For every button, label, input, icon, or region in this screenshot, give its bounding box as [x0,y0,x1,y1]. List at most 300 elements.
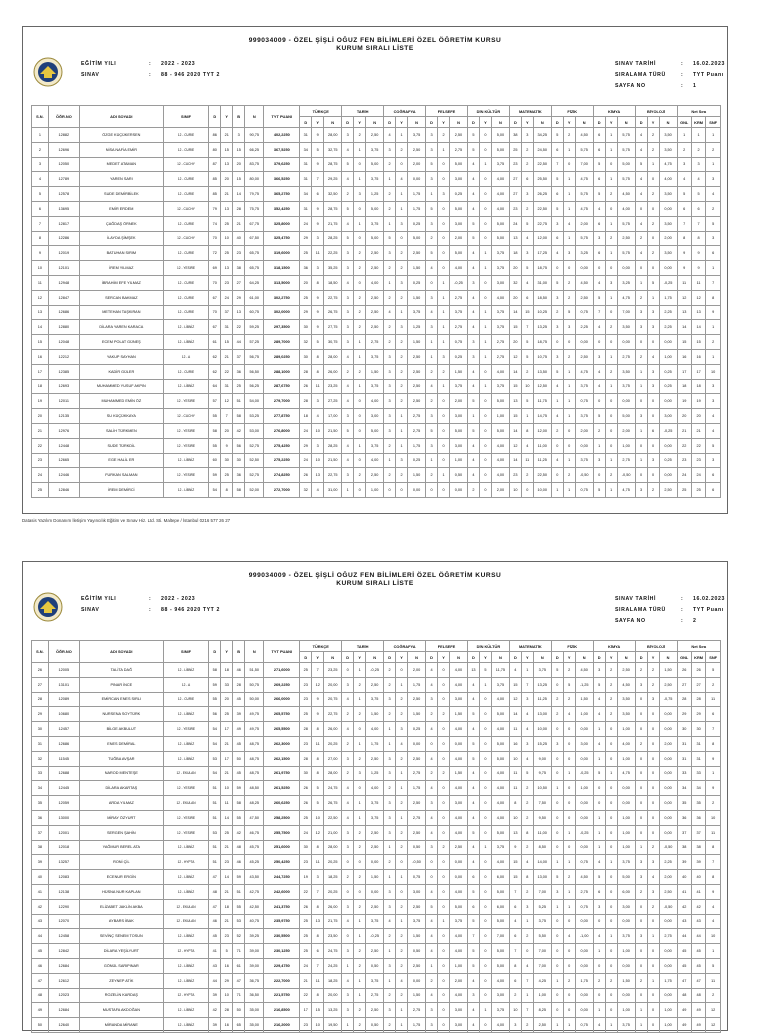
row-name: İREM YILMAZ [79,261,163,276]
row-subject-cell: 0 [647,335,659,350]
row-rank: 31 [677,751,691,766]
row-subject-cell: 10 [509,810,521,825]
subject-header: FELSEFE [426,641,468,652]
row-student-no: 12050 [48,157,79,172]
row-subject-cell: 5 [593,187,605,202]
row-subject-cell: 0,00 [659,438,677,453]
row-subject-cell: 1 [354,929,366,944]
row-subject-cell: 24 [509,216,521,231]
row-subject-cell: 27,25 [324,394,342,409]
row-subject-cell: 5,00 [491,394,509,409]
row-rank: 17 [691,364,705,379]
row-sn: 3 [32,157,49,172]
row-subject-cell: 5,00 [366,423,384,438]
row-subject-cell: 10,25 [533,305,551,320]
row-subject-cell: 4 [521,275,533,290]
row-rank: 15 [677,335,691,350]
row-subject-cell: 5 [342,201,354,216]
row-subject-cell: 2,50 [366,751,384,766]
row-subject-cell: 1 [354,438,366,453]
row-net: 79,75 [245,187,264,202]
row-subject-cell: 6 [521,172,533,187]
row-subject-cell: 2 [509,988,521,1003]
row-rank: 31 [691,751,705,766]
row-subject-cell: 1 [384,722,396,737]
row-subject-cell: 35,25 [324,261,342,276]
row-sn: 38 [32,840,49,855]
row-subject-cell: 0 [354,884,366,899]
row-sn: 8 [32,231,49,246]
row-sn: 45 [32,944,49,959]
student-no-header: ÖĞR.NO [48,106,79,128]
row-subject-cell: 2,00 [449,231,467,246]
row-subject-cell: 4 [467,855,479,870]
row-subject-cell: 1 [635,275,647,290]
row-subject-cell: 0,00 [659,707,677,722]
row-sn: 28 [32,692,49,707]
row-subject-cell: 2 [396,394,408,409]
row-subject-cell: 3,75 [366,692,384,707]
row-class: 12 - YESIRE [163,781,209,796]
row-subject-cell: 1 [593,751,605,766]
row-subject-cell: 5 [551,364,563,379]
row-subject-cell: 0,50 [366,1018,384,1033]
row-subject-cell: 8 [312,929,324,944]
row-subject-cell: -0,75 [659,692,677,707]
row-class: 12 - HYPTA [163,944,209,959]
row-tyt-score: 289,0250 [264,349,300,364]
row-subject-cell: 3 [426,128,438,143]
row-subject-cell: 15 [509,320,521,335]
row-rank: 16 [677,349,691,364]
class-rank-header: SNF [706,652,721,663]
row-subject-cell: 2,50 [366,261,384,276]
table-row [32,1018,721,1033]
row-subject-cell: 10 [509,751,521,766]
row-sn: 31 [32,736,49,751]
row-subject-cell: 3 [593,231,605,246]
row-subject-cell: 0 [438,453,450,468]
meta-value: 2022 - 2023 [161,596,196,602]
row-subject-cell: 4 [593,320,605,335]
row-rank: 9 [706,305,721,320]
subject-correct-header: D [384,652,396,663]
row-subject-cell: 3,75 [617,929,635,944]
row-subject-cell: 4 [467,973,479,988]
row-blank: 23 [233,246,245,261]
row-subject-cell: 0 [593,988,605,1003]
row-subject-cell: 3 [647,379,659,394]
row-net: 61,00 [245,290,264,305]
row-subject-cell: 3,50 [659,142,677,157]
row-subject-cell: 24,25 [324,958,342,973]
row-subject-cell: 1 [384,275,396,290]
row-subject-cell: 1,50 [575,692,593,707]
row-subject-cell: 2,75 [408,766,426,781]
row-subject-cell: 3 [563,320,575,335]
row-subject-cell: 9 [312,128,324,143]
row-subject-cell: 2,75 [408,1003,426,1018]
row-class: 12 - CURIE [163,172,209,187]
row-subject-cell: 2 [342,187,354,202]
row-subject-cell: 28 [300,722,312,737]
row-subject-cell: 0,00 [617,394,635,409]
row-tyt-score: 235,9750 [264,914,300,929]
table-row [32,349,721,364]
meta-label: SINAV [81,72,100,78]
row-blank: 40 [233,231,245,246]
row-subject-cell: 4 [467,796,479,811]
row-class: 12 - YESIRE [163,810,209,825]
row-subject-cell: 3 [426,796,438,811]
row-name: RONİ ÇİL [79,855,163,870]
row-subject-cell: 6,00 [617,884,635,899]
table-row [32,988,721,1003]
row-subject-cell: 3 [563,246,575,261]
row-subject-cell: 11,75 [533,394,551,409]
table-row [32,914,721,929]
subject-header: FİZİK [551,106,593,117]
row-subject-cell: 0,00 [449,855,467,870]
table-row [32,128,721,143]
row-sn: 48 [32,988,49,1003]
row-subject-cell: 4 [647,349,659,364]
row-subject-cell: 1 [479,379,491,394]
row-class: 12 - CURIE [163,692,209,707]
row-subject-cell: 5,00 [491,707,509,722]
row-subject-cell: 3,00 [491,275,509,290]
row-subject-cell: 3 [396,320,408,335]
row-rank: 5 [706,663,721,678]
row-subject-cell: 3 [635,929,647,944]
row-subject-cell: 17,00 [324,409,342,424]
row-subject-cell: 4,00 [659,172,677,187]
row-rank: 4 [706,914,721,929]
row-subject-cell: 4 [426,914,438,929]
row-subject-cell: 5,00 [449,157,467,172]
row-rank: 7 [706,855,721,870]
row-blank: 42 [233,825,245,840]
row-name: İREM DEMİRCİ [79,483,163,498]
row-wrong: 21 [221,736,233,751]
row-subject-cell: 5,75 [617,216,635,231]
row-subject-cell: 1 [438,335,450,350]
table-row [32,335,721,350]
subject-correct-header: D [551,652,563,663]
row-rank: 6 [706,483,721,498]
row-rank: 9 [677,246,691,261]
row-subject-cell: 11 [312,246,324,261]
row-subject-cell: 5 [647,275,659,290]
row-blank: 45 [233,736,245,751]
row-subject-cell: 4 [342,275,354,290]
row-rank: 11 [706,973,721,988]
row-subject-cell: 0,00 [575,958,593,973]
row-subject-cell: 25 [300,929,312,944]
row-rank: 9 [706,751,721,766]
row-subject-cell: 2 [354,320,366,335]
row-subject-cell: 2 [384,290,396,305]
row-subject-cell: 4 [551,453,563,468]
row-student-no: 12059 [48,796,79,811]
row-subject-cell: 0 [354,157,366,172]
row-subject-cell: 28,25 [324,231,342,246]
row-subject-cell: 3,50 [617,320,635,335]
row-subject-cell: 2 [647,899,659,914]
row-net: 67,50 [245,231,264,246]
row-class: 12 - LİBNİZ [163,379,209,394]
row-subject-cell: 29 [300,305,312,320]
row-subject-cell: 1,00 [449,453,467,468]
row-class: 12 - LİBNİZ [163,973,209,988]
row-subject-cell: 23,50 [324,929,342,944]
row-subject-cell: 3 [342,988,354,1003]
row-subject-cell: 1 [354,335,366,350]
row-net: 51,50 [245,663,264,678]
row-sn: 15 [32,335,49,350]
row-correct: 85 [209,172,221,187]
row-subject-cell: 24,50 [533,142,551,157]
net-rank-header: Net Sıra [677,106,720,117]
row-tyt-score: 265,5750 [264,707,300,722]
subject-wrong-header: Y [521,652,533,663]
row-subject-cell: 0 [354,423,366,438]
row-correct: 57 [209,394,221,409]
row-tyt-score: 318,1500 [264,261,300,276]
row-wrong: 21 [221,349,233,364]
row-subject-cell: 4 [467,261,479,276]
row-name: MUSTAFA AKDOĞAN [79,1003,163,1018]
row-subject-cell: 4,00 [491,973,509,988]
row-subject-cell: 3 [635,855,647,870]
subject-header: BİYOLOJİ [635,106,677,117]
row-subject-cell: 1,25 [366,766,384,781]
exam-meta-right: SINAV TARİHİ : 16.02.2023 SIRALAMA TÜRÜ : TYT Puanı SAYFA NO : 2 [615,594,725,627]
row-rank: 9 [706,884,721,899]
row-subject-cell: 1,50 [449,707,467,722]
row-subject-cell: 4 [467,692,479,707]
title-line-1: 999034009 - ÖZEL ŞİŞLİ OĞUZ FEN BİLİMLERİ ÖZEL ÖĞRETİM KURSU [248,572,502,579]
row-subject-cell: 2,50 [366,825,384,840]
row-rank: 3 [691,157,705,172]
row-sn: 12 [32,290,49,305]
row-subject-cell: 22 [300,884,312,899]
row-subject-cell: 2,25 [575,320,593,335]
subject-net-header: N [575,117,593,128]
row-rank: 26 [691,663,705,678]
row-net: 36,50 [245,988,264,1003]
subject-wrong-header: Y [438,117,450,128]
row-name: TALİTA DAĞ [79,663,163,678]
row-subject-cell: 0 [647,438,659,453]
row-rank: 34 [691,781,705,796]
row-subject-cell: 3 [647,305,659,320]
row-subject-cell: 0,00 [408,736,426,751]
row-subject-cell: 0 [647,958,659,973]
row-subject-cell: 2,50 [366,677,384,692]
meta-value: 88 - 946 2020 TYT 2 [161,72,220,78]
row-subject-cell: 1 [479,246,491,261]
row-subject-cell: 25,50 [533,172,551,187]
row-subject-cell: 4 [635,128,647,143]
row-subject-cell: 2 [647,246,659,261]
row-subject-cell: 0 [605,261,617,276]
row-subject-cell: 2 [354,870,366,885]
row-subject-cell: 1 [384,973,396,988]
row-subject-cell: 3 [467,335,479,350]
row-subject-cell: 27,75 [324,320,342,335]
row-subject-cell: 10,75 [533,349,551,364]
row-subject-cell: 20 [509,290,521,305]
row-subject-cell: 10 [312,810,324,825]
row-subject-cell: 3,75 [449,305,467,320]
meta-label: SIRALAMA TÜRÜ [615,72,666,78]
row-rank: 11 [691,275,705,290]
row-subject-cell: 2 [635,973,647,988]
row-sn: 18 [32,379,49,394]
row-rank: 12 [706,1003,721,1018]
row-subject-cell: 0,00 [659,825,677,840]
row-subject-cell: 1 [384,216,396,231]
subject-net-header: N [449,652,467,663]
row-subject-cell: 3,50 [617,364,635,379]
row-subject-cell: 4 [467,840,479,855]
row-subject-cell: 2 [396,988,408,1003]
row-blank: 46 [233,855,245,870]
row-class: 12 - CURIE [163,246,209,261]
row-subject-cell: 5 [521,261,533,276]
row-subject-cell: 2 [426,766,438,781]
row-subject-cell: 5 [426,157,438,172]
row-subject-cell: 20 [509,335,521,350]
row-subject-cell: 3,75 [491,1003,509,1018]
row-subject-cell: 3 [509,1018,521,1033]
blank-header: B [233,106,245,128]
row-name: EGE HALİL ER [79,453,163,468]
row-correct: 67 [209,290,221,305]
row-subject-cell: 0 [438,929,450,944]
row-blank: 51 [233,884,245,899]
row-rank: 2 [706,201,721,216]
row-subject-cell: 4,00 [491,692,509,707]
row-rank: 42 [677,899,691,914]
row-subject-cell: 3,25 [617,275,635,290]
row-subject-cell: 7 [312,663,324,678]
row-subject-cell: 7,00 [533,958,551,973]
row-correct: 61 [209,335,221,350]
row-subject-cell: 28,00 [324,349,342,364]
subject-header: KİMYA [593,641,635,652]
row-subject-cell: 0 [605,796,617,811]
row-subject-cell: 4,00 [449,929,467,944]
row-subject-cell: 4,00 [366,275,384,290]
row-subject-cell: 2 [563,275,575,290]
row-subject-cell: 1,00 [659,349,677,364]
row-subject-cell: 4 [593,364,605,379]
row-rank: 25 [691,483,705,498]
row-subject-cell: 2 [563,468,575,483]
row-subject-cell: 0 [605,781,617,796]
row-subject-cell: 3,75 [366,216,384,231]
row-name: MİRAY ÖZYURT [79,810,163,825]
row-subject-cell: 0 [551,958,563,973]
row-subject-cell: 2,75 [617,349,635,364]
row-subject-cell: 28,25 [324,438,342,453]
table-row [32,663,721,678]
row-subject-cell: 0 [563,157,575,172]
row-subject-cell: 2 [635,290,647,305]
row-subject-cell: 3 [384,766,396,781]
row-subject-cell: 2 [426,468,438,483]
row-subject-cell: 3 [635,320,647,335]
row-rank: 47 [691,973,705,988]
row-subject-cell: 4 [426,261,438,276]
meta-label: SINAV [81,607,100,613]
row-subject-cell: 30 [300,766,312,781]
row-subject-cell: 1 [635,453,647,468]
row-blank: 53 [233,914,245,929]
row-class: 12 - LİBNİZ [163,870,209,885]
row-subject-cell: 2 [384,707,396,722]
row-net: 67,75 [245,216,264,231]
row-subject-cell: 22,25 [324,246,342,261]
row-name: MEDET ATAMAN [79,157,163,172]
row-subject-cell: 2,25 [659,320,677,335]
row-rank: 13 [677,305,691,320]
row-subject-cell: 7 [551,157,563,172]
row-student-no: 12880 [48,320,79,335]
row-blank: 38 [233,261,245,276]
row-subject-cell: 1 [354,973,366,988]
row-subject-cell: 0 [647,810,659,825]
row-subject-cell: 2,50 [366,1003,384,1018]
row-subject-cell: 0,00 [659,988,677,1003]
subject-correct-header: D [509,117,521,128]
row-subject-cell: 3,75 [575,453,593,468]
row-subject-cell: 28,75 [324,157,342,172]
row-rank: 3 [706,379,721,394]
row-subject-cell: 0,00 [659,751,677,766]
row-rank: 4 [706,423,721,438]
row-subject-cell: 1 [342,1018,354,1033]
row-subject-cell: 1 [396,187,408,202]
row-sn: 33 [32,766,49,781]
row-sn: 4 [32,172,49,187]
row-subject-cell: 1,50 [449,364,467,379]
row-subject-cell: 5 [521,394,533,409]
row-subject-cell: 0,00 [575,722,593,737]
row-correct: 47 [209,870,221,885]
row-subject-cell: 4 [342,394,354,409]
row-subject-cell: 2 [563,349,575,364]
row-subject-cell: 0 [563,958,575,973]
row-rank: 2 [706,796,721,811]
row-subject-cell: 0,00 [449,870,467,885]
row-subject-cell: 3 [342,305,354,320]
row-subject-cell: 0 [479,929,491,944]
title-line-2: KURUM SIRALI LİSTE [336,580,414,587]
row-student-no: 10680 [48,707,79,722]
row-tyt-score: 229,4750 [264,958,300,973]
row-class: 12 - LİBNİZ [163,736,209,751]
row-rank: 26 [677,663,691,678]
row-subject-cell: 2 [563,290,575,305]
row-sn: 23 [32,453,49,468]
row-rank: 36 [691,810,705,825]
row-subject-cell: 2 [396,840,408,855]
row-sn: 43 [32,914,49,929]
row-subject-cell: 0,00 [617,796,635,811]
